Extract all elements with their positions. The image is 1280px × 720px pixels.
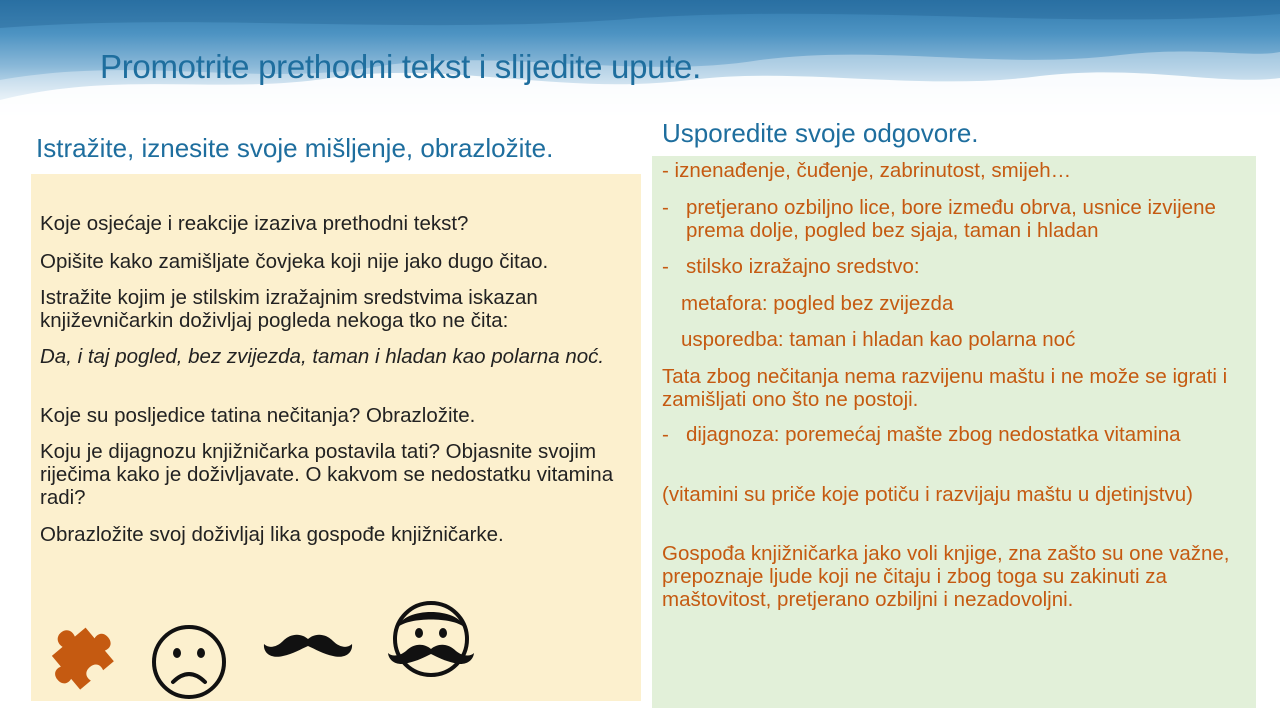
answer-7-text: dijagnoza: poremećaj mašte zbog nedostatka vitamina: [686, 423, 1181, 446]
answer-4: metafora: pogled bez zvijezda: [681, 292, 954, 315]
left-heading: Istražite, iznesite svoje mišljenje, obrazložite.: [36, 133, 554, 163]
question-quote: Da, i taj pogled, bez zvijezda, taman i hladan kao polarna noć.: [40, 345, 605, 368]
answer-2-text: pretjerano ozbiljno lice, bore između obrva, usnice izvijene prema dolje, pogled bez sjaja, taman i hladan: [686, 196, 1216, 242]
answer-9: Gospođa knjižničarka jako voli knjige, zna zašto su one važne, prepoznaje ljude koji ne čitaju i zbog toga su zakinuti za maštovitost, pretjerano ozbiljni i nezadovoljni.: [662, 542, 1230, 611]
answer-3: [662, 255, 1247, 278]
dash-marker: -: [662, 196, 669, 219]
sad-face-icon: [149, 622, 229, 702]
page-title: Promotrite prethodni tekst i slijedite upute.: [100, 48, 701, 85]
mustache-face-icon: [386, 599, 476, 681]
answers-panel: [652, 156, 1256, 708]
question-3: Istražite kojim je stilskim izražajnim sredstvima iskazan književničarkin doživljaj pogleda nekoga tko ne čita:: [40, 286, 538, 332]
question-1: Koje osjećaje i reakcije izaziva prethodni tekst?: [40, 212, 469, 235]
question-5: Koju je dijagnozu knjižničarka postavila tati? Objasnite svojim riječima kako je doživljavate. O kakvom se nedostatku vitamina radi?: [40, 440, 614, 509]
questions-panel: [31, 174, 641, 701]
right-heading: Usporedite svoje odgovore.: [662, 118, 979, 148]
answer-2: [662, 196, 1247, 242]
question-6: Obrazložite svoj doživljaj lika gospođe knjižničarke.: [40, 523, 504, 546]
answer-8: (vitamini su priče koje potiču i razvijaju maštu u djetinjstvu): [662, 483, 1193, 506]
puzzle-icon: [39, 614, 119, 694]
answer-5: usporedba: taman i hladan kao polarna noć: [681, 328, 1076, 351]
answer-3-text: stilsko izražajno sredstvo:: [686, 255, 920, 278]
answer-7: [662, 423, 1247, 446]
mustache-icon: [261, 629, 356, 665]
question-4: Koje su posljedice tatina nečitanja? Obrazložite.: [40, 404, 476, 427]
answer-1: - iznenađenje, čuđenje, zabrinutost, smijeh…: [662, 159, 1072, 182]
dash-marker: -: [662, 255, 669, 278]
answer-6: Tata zbog nečitanja nema razvijenu maštu i ne može se igrati i zamišljati ono što ne postoji.: [662, 365, 1228, 411]
question-2: Opišite kako zamišljate čovjeka koji nije jako dugo čitao.: [40, 250, 549, 273]
dash-marker: -: [662, 423, 669, 446]
